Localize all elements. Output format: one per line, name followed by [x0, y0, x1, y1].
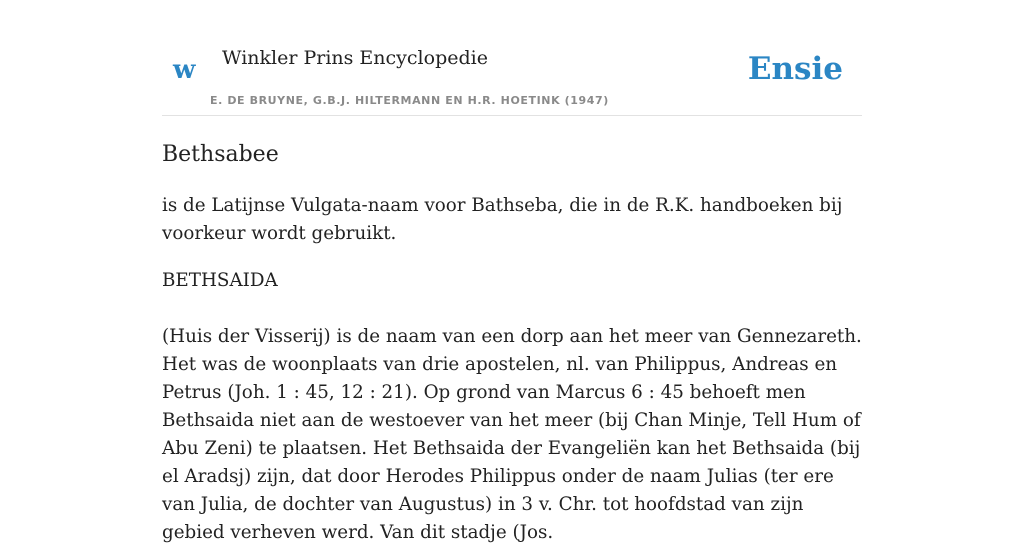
entry-paragraph: (Huis der Visserij) is de naam van een dorp aan het meer van Gennezareth. Het was de woonplaats van drie apostelen, nl. van Philippus, Andreas en Petrus (Joh. 1 : 45, 12 : 21). Op grond van Marcus 6 : 45 behoeft men Bethsaida niet aan de westoever van het meer (bij Chan Minje, Tell Hum of Abu Zeni) te plaatsen. Het Bethsaida der Evangeliën kan het Bethsaida (bij el Aradsj) zijn, dat door Herodes Philippus onder de naam Julias (ter ere van Julia, de dochter van Augustus) in 3 v. Chr. tot hoofdstad van zijn gebied verheven werd. Van dit stadje (Jos.: [162, 326, 862, 543]
site-header: [162, 0, 862, 116]
winkler-prins-logo[interactable]: w: [173, 55, 196, 85]
site-title[interactable]: Winkler Prins Encyclopedie: [222, 47, 488, 69]
entry-title: Bethsabee: [162, 142, 279, 167]
entry-paragraph: is de Latijnse Vulgata-naam voor Bathseba, die in de R.K. handboeken bij voorkeur wordt gebruikt.: [162, 195, 843, 244]
ensie-logo[interactable]: Ensie: [747, 51, 843, 87]
entry-subheading: BETHSAIDA: [162, 270, 278, 291]
authors-line: E. DE BRUYNE, G.B.J. HILTERMANN EN H.R. HOETINK (1947): [210, 94, 609, 107]
page-container: [162, 0, 862, 543]
